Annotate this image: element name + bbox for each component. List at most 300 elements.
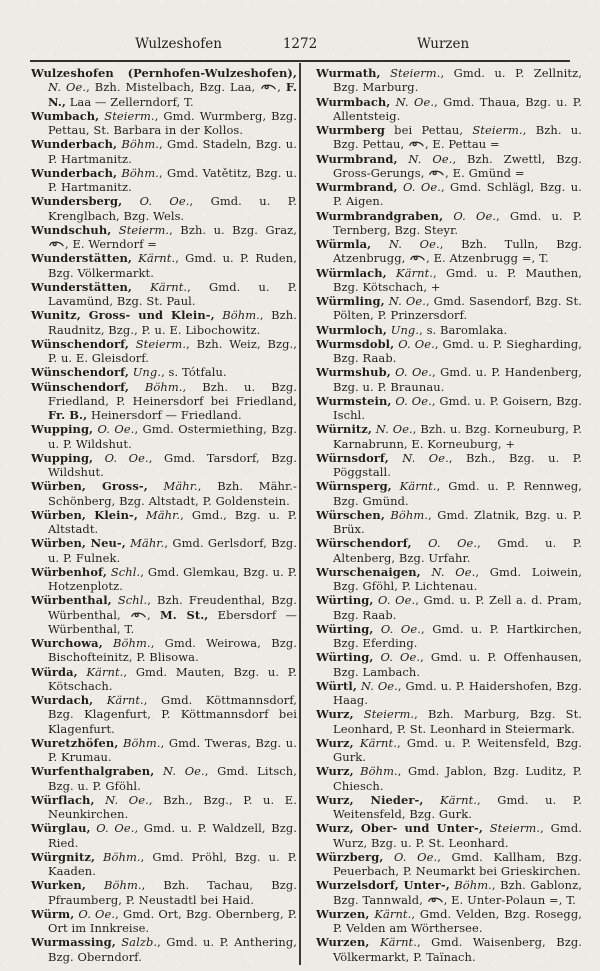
entry	[31, 565, 297, 594]
entry-text: , Gmd. u. P. Ruden, Bzg. Völkermarkt.	[48, 251, 297, 280]
entry-text: , Bzh. Tulln, Bzg. Atzenbrugg,	[333, 237, 582, 266]
entry	[31, 850, 297, 879]
entry-name: Würting,	[316, 593, 374, 608]
entry-name: Wunitz, Gross- und Klein-,	[31, 308, 215, 323]
province-abbr: Steierm.	[472, 123, 523, 137]
entry	[316, 793, 582, 822]
entry-text: , Gmd. u. P. Rennweg, Bzg. Gmünd.	[333, 479, 582, 508]
entry-text: , Gmd. Ort, Bzg. Obernberg, P. Ort im Innkreise.	[48, 906, 297, 935]
entry	[316, 66, 582, 95]
entry	[31, 337, 297, 366]
entry	[316, 707, 582, 736]
entry-text	[423, 793, 440, 807]
entry-text: , Bzh. Gablonz, Bzg. Tannwald,	[333, 878, 582, 907]
province-abbr: Böhm.	[122, 735, 161, 750]
entry-text: , Gmd. Wurz, Bzg. u. P. St. Leonhard.	[333, 821, 582, 850]
province-abbr: Böhm.	[454, 878, 492, 893]
running-head-left: Wulzeshofen	[135, 36, 222, 52]
entry-text	[132, 280, 150, 294]
entry-text: , Bzh., Bzg., P. u. E. Neunkirchen.	[48, 792, 297, 821]
entry	[31, 907, 297, 936]
entry-name: Wurmshub,	[316, 365, 391, 380]
entry	[31, 693, 297, 736]
entry-text: , Bzh., Bzg. u. P. Pöggstall.	[333, 450, 582, 479]
entry-text	[138, 508, 146, 522]
entry-name: Wurzelsdorf, Unter-,	[316, 878, 450, 893]
entry-name: Würschen,	[316, 507, 385, 522]
entry	[31, 935, 297, 964]
entry-text: , Gmd. Schlägl, Bzg. u. P. Aigen.	[333, 180, 582, 209]
province-abbr: Steierm.	[118, 222, 170, 237]
entry-name: Würtl,	[316, 678, 357, 693]
entry-text: , Bzh. u. Bzg. Pettau,	[333, 123, 582, 152]
province-abbr: Mähr.	[130, 536, 165, 551]
column-right	[316, 66, 582, 967]
entry-text: , Gmd. u. P. Altenberg, Bzg. Urfahr.	[333, 536, 582, 565]
entry-name: Wuretzhöfen,	[31, 735, 119, 750]
entry-text	[370, 935, 380, 949]
entry-text: , Gmd. u. P. Weitensfeld, Bzg. Gurk.	[333, 792, 582, 821]
entry-name: Wundschuh,	[31, 222, 112, 237]
province-abbr: N. Oe.	[402, 450, 449, 465]
entry-text	[154, 764, 163, 778]
province-abbr: N. Oe.	[162, 764, 205, 779]
entry-name: Würbenthal,	[31, 593, 112, 608]
entry-name: Wunderbach,	[31, 165, 118, 180]
entry-text: , Bzh. u. Bzg. Graz,	[169, 222, 297, 237]
entry	[316, 323, 582, 337]
entry-text: , Gmd. Litsch, Bzg. u. P. Gföhl.	[48, 764, 297, 793]
entry-text: ,	[277, 80, 286, 95]
entry-text: , E. Unter-Polaun =, T.	[443, 892, 576, 907]
province-abbr: O. Oe.	[96, 821, 135, 836]
province-abbr: Kärnt.	[138, 251, 176, 266]
entry-name: Wupping,	[31, 450, 94, 465]
province-abbr: O. Oe.	[378, 593, 416, 608]
entry-text: , Gmd. Velden, Bzg. Rosegg, P. Velden am Wörthersee.	[333, 906, 582, 935]
entry-text: , Gmd. Kallham, Bzg. Peuerbach, P. Neumarkt bei Grieskirchen.	[333, 849, 582, 878]
province-abbr: Kärnt.	[399, 479, 437, 494]
entry	[31, 166, 297, 195]
entry	[31, 593, 297, 636]
entry-text	[412, 536, 428, 550]
entry-text: Heinersdorf — Friedland.	[87, 408, 242, 422]
entry	[31, 821, 297, 850]
page-number: 1272	[282, 36, 318, 52]
entry-text: , Gmd. Glemkau, Bzg. u. P. Hotzenplotz.	[48, 564, 297, 593]
entry	[316, 365, 582, 394]
province-abbr: Kärnt.	[439, 792, 477, 807]
entry-text	[387, 266, 396, 280]
province-abbr: Ung.	[132, 365, 162, 380]
entry	[31, 508, 297, 537]
entry-name: Würzberg,	[316, 849, 384, 864]
post-horn-icon	[261, 80, 276, 94]
entry	[31, 251, 297, 280]
entry	[31, 109, 297, 138]
entry-name: Wurmstein,	[316, 393, 392, 408]
entry	[31, 308, 297, 337]
entry-text: , Gmd. Stadeln, Bzg. u. P. Hartmanitz.	[48, 137, 297, 166]
province-abbr: N. Oe.	[388, 294, 426, 308]
entry-name: Würda,	[31, 664, 78, 679]
entry-text: bei Pettau,	[384, 123, 473, 137]
entry	[316, 180, 582, 209]
entry	[31, 451, 297, 480]
entry-text	[371, 237, 389, 251]
entry-text: , Gmd. Loiwein, Bzg. Gföhl, P. Lichtenau.	[333, 564, 582, 593]
province-abbr: O. Oe.	[139, 194, 190, 209]
entry	[316, 209, 582, 238]
entry-text	[122, 194, 139, 208]
entry-text: , Bzh. Freudenthal, Bzg. Würbenthal,	[48, 593, 297, 622]
entry	[316, 237, 582, 266]
entry-text: , Gmd. Sasendorf, Bzg. St. Pölten, P. Prinzersdorf.	[333, 294, 582, 323]
entry	[31, 422, 297, 451]
entry	[316, 123, 582, 152]
entry-text: , Bzh. Zwettl, Bzg. Gross-Gerungs,	[333, 151, 582, 180]
post-horn-icon	[429, 166, 444, 180]
entry-text: , Bzh. Tachau, Bzg. Pfraumberg, P. Neustadtl bei Haid.	[48, 878, 297, 907]
entry-text: , Gmd. Wurmberg, Bzg. Pettau, St. Barbara in der Kollos.	[48, 108, 297, 137]
entry-name: Würbenhof,	[31, 564, 107, 579]
entry-name: Wurmassing,	[31, 935, 116, 950]
entry-name: Wurz, Nieder-,	[316, 792, 424, 807]
entry-text	[93, 693, 107, 707]
entry-name: Wurz, Ober- und Unter-,	[316, 821, 483, 836]
entry-text: , Gmd. u. P. Haidershofen, Bzg. Haag.	[333, 678, 582, 707]
entry-name: Wundersberg,	[31, 194, 123, 209]
province-abbr: Mähr.	[145, 507, 181, 522]
entry-name: Würgnitz,	[31, 849, 96, 864]
province-abbr: Kärnt.	[359, 735, 397, 750]
entry-text: , Gmd. u. P. Offenhausen, Bzg. Lambach.	[333, 650, 582, 679]
province-abbr: Böhm.	[121, 165, 160, 180]
province-abbr: O. Oe.	[78, 906, 116, 921]
province-abbr: O. Oe.	[380, 621, 422, 636]
post-horn-icon	[409, 137, 424, 151]
entry-text: , Gmd. u. P. Goisern, Bzg. Ischl.	[333, 393, 582, 422]
entry-text: , Gmd. Zlatnik, Bzg. u. P. Brüx.	[333, 507, 582, 536]
entry-name: Wurz,	[316, 707, 354, 722]
entry-text	[421, 565, 432, 579]
entry-bold-abbr: Fr. B.,	[48, 408, 88, 422]
entry	[316, 337, 582, 366]
province-abbr: O. Oe.	[398, 336, 435, 351]
entry	[316, 821, 582, 850]
entry-text: , Bzh. Weiz, Bzg., P. u. E. Gleisdorf.	[48, 336, 297, 365]
entry-name: Wurmbach,	[316, 94, 391, 109]
entry-text: , E. Werndorf =	[65, 237, 157, 251]
entry	[31, 66, 297, 109]
entry-text: , Gmd. Weirowa, Bzg. Bischofteinitz, P. Blisowa.	[48, 636, 297, 665]
province-abbr: Schl.	[110, 564, 141, 579]
province-abbr: O. Oe.	[380, 650, 421, 665]
entry-text	[483, 821, 490, 835]
entry-text: , Gmd. Jablon, Bzg. Luditz, P. Chiesch.	[333, 764, 582, 793]
entry-name: Wurz,	[316, 735, 354, 750]
province-abbr: Böhm.	[222, 308, 260, 323]
entry-text: , Gmd. Tweras, Bzg. u. P. Krumau.	[48, 735, 297, 764]
province-abbr: Steierm.	[390, 66, 441, 80]
entry-name: Würflach,	[31, 792, 95, 807]
province-abbr: Böhm.	[121, 137, 160, 152]
entry-name: Wünschendorf,	[31, 365, 129, 380]
post-horn-icon	[410, 251, 425, 265]
province-abbr: Steierm.	[489, 821, 541, 836]
entry-text	[354, 707, 364, 721]
entry-text	[129, 337, 136, 351]
entry	[316, 422, 582, 451]
entry	[316, 294, 582, 323]
province-abbr: O. Oe.	[395, 393, 432, 408]
entry-text: , s. Tótfalu.	[161, 365, 227, 380]
province-abbr: N. Oe.	[360, 678, 398, 693]
province-abbr: Böhm.	[103, 878, 142, 893]
entry-name: Wurmloch,	[316, 322, 387, 337]
entry-name: Wulzeshofen (Pernhofen-Wulzeshofen),	[31, 66, 297, 80]
entry	[316, 622, 582, 651]
entry-name: Würm,	[31, 906, 75, 921]
entry	[316, 565, 582, 594]
province-abbr: Steierm.	[135, 336, 187, 351]
province-abbr: Kärnt.	[396, 265, 434, 280]
post-horn-icon	[428, 893, 443, 907]
entry	[31, 479, 297, 508]
entry-name: Wurken,	[31, 878, 86, 893]
entry-text	[381, 66, 390, 80]
province-abbr: Steierm.	[363, 707, 415, 722]
entry	[316, 850, 582, 879]
entry	[31, 365, 297, 379]
province-abbr: N. Oe.	[375, 422, 413, 437]
entry-text: , Gmd. Pröhl, Bzg. u. P. Kaaden.	[48, 849, 297, 878]
entry	[31, 223, 297, 252]
entry-text: , Gmd. Gerlsdorf, Bzg. u. P. Fulnek.	[48, 536, 297, 565]
province-abbr: Ung.	[390, 322, 420, 337]
entry	[316, 679, 582, 708]
entry-name: Wurmbrand,	[316, 151, 398, 166]
entry-text	[398, 152, 409, 166]
entry-text	[392, 479, 400, 493]
entry-name: Würben, Klein-,	[31, 507, 138, 522]
entry-text: Laa — Zellerndorf, T.	[66, 94, 194, 109]
entry-text: , Gmd. Thaua, Bzg. u. P. Allentsteig.	[333, 94, 582, 123]
entry-text	[129, 380, 145, 394]
entry	[316, 394, 582, 423]
entry-text: , Gmd. Tarsdorf, Bzg. Wildshut.	[48, 450, 297, 479]
entry	[31, 137, 297, 166]
entry-text	[95, 793, 106, 807]
province-abbr: N. Oe.	[105, 792, 149, 807]
entry-name: Würmla,	[316, 237, 372, 251]
entry-name: Wurfenthalgraben,	[31, 764, 155, 779]
entry	[316, 593, 582, 622]
entry-text: , E. Atzenbrugg =, T.	[426, 251, 549, 266]
entry-text: , Gmd. Vatětitz, Bzg. u. P. Hartmanitz.	[48, 165, 297, 194]
entry-name: Wunderstätten,	[31, 251, 132, 266]
entry-text: , Gmd. u. P. Waldzell, Bzg. Ried.	[48, 821, 297, 850]
entry	[31, 878, 297, 907]
entry-name: Wurzen,	[316, 935, 370, 950]
province-abbr: O. Oe.	[97, 422, 135, 437]
entry-name: Wupping,	[31, 422, 94, 437]
entry	[316, 907, 582, 936]
entry	[31, 793, 297, 822]
entry-text: , Gmd. u. P. Weitensfeld, Bzg. Gurk.	[333, 735, 582, 764]
entry	[31, 736, 297, 765]
entry-text: , Gmd. u. P. Zell a. d. Pram, Bzg. Raab.	[333, 593, 582, 622]
entry-name: Würglau,	[31, 821, 91, 836]
entry-name: Würting,	[316, 650, 374, 665]
entry-name: Würnsperg,	[316, 479, 392, 494]
entry-text: , Gmd. u. P. Mauthen, Bzg. Kötschach, +	[333, 265, 582, 294]
entry-text: , Gmd. u. P. Hartkirchen, Bzg. Eferding.	[333, 621, 582, 650]
entry-text	[383, 850, 394, 864]
entry-text: , Gmd. u. P. Handenberg, Bzg. u. P. Braunau.	[333, 365, 582, 394]
entry	[316, 764, 582, 793]
entry	[316, 152, 582, 181]
province-abbr: Schl.	[117, 593, 148, 608]
entry-text: , Gmd. Mauten, Bzg. u. P. Kötschach.	[48, 664, 297, 693]
entry-text: , E. Pettau =	[424, 137, 500, 152]
province-abbr: Böhm.	[144, 379, 183, 394]
province-abbr: O. Oe.	[395, 365, 433, 380]
entry-name: Wurz,	[316, 764, 354, 779]
entry-text	[443, 209, 453, 223]
entry-text	[111, 223, 118, 237]
entry	[316, 878, 582, 907]
entry-text: , Bzh. Raudnitz, Bzg., P. u. E. Libochowitz.	[48, 308, 297, 337]
entry	[316, 95, 582, 124]
province-abbr: N. Oe.	[408, 151, 453, 166]
entry-text: , Bzh. Marburg, Bzg. St. Leonhard, P. St. Leonhard in Steiermark.	[333, 707, 582, 736]
running-head-right: Wurzen	[416, 36, 470, 52]
entry-text: , Gmd. u. P. Ternberg, Bzg. Steyr.	[333, 208, 582, 237]
entry-text: , s. Baromlaka.	[419, 322, 508, 337]
province-abbr: N. Oe.	[48, 80, 87, 95]
entry-name: Würnsdorf,	[316, 450, 389, 465]
entry-text: , Bzh. Mistelbach, Bzg. Laa,	[86, 80, 261, 95]
entry-text	[86, 878, 104, 892]
province-abbr: Böhm.	[113, 636, 151, 650]
entry-name: Würben, Gross-,	[31, 479, 148, 494]
entry-text: , Gmd. u. P. Siegharding, Bzg. Raab.	[333, 336, 582, 365]
entry-name: Wurmath,	[316, 66, 381, 80]
province-abbr: O. Oe.	[428, 536, 478, 551]
province-abbr: N. Oe.	[388, 237, 440, 251]
entry-name: Wurdach,	[31, 693, 94, 707]
entry	[316, 508, 582, 537]
entry-name: Würmling,	[316, 294, 385, 308]
entry-name: Wurzen,	[316, 906, 370, 921]
entry-name: Wunderstätten,	[31, 279, 132, 294]
entry-name: Würben, Neu-,	[31, 536, 126, 551]
entry-bold-abbr: F. N.,	[48, 80, 297, 109]
province-abbr: N. Oe.	[431, 564, 476, 579]
entry-text: , Gmd. u. P. Krenglbach, Bzg. Wels.	[48, 194, 297, 223]
entry	[31, 636, 297, 665]
post-horn-icon	[131, 608, 146, 622]
entry	[31, 665, 297, 694]
entry-text	[148, 479, 164, 493]
province-abbr: Böhm.	[103, 849, 141, 864]
entry-text: , Gmd. Ostermiething, Bzg. u. P. Wildshut.	[48, 422, 297, 451]
entry	[316, 536, 582, 565]
entry-text	[95, 850, 103, 864]
entry	[31, 536, 297, 565]
province-abbr: Mähr.	[163, 479, 198, 494]
entry-name: Wünschendorf,	[31, 336, 129, 351]
entry-bold-abbr: M. St.,	[160, 607, 209, 622]
entry-text: , E. Gmünd =	[445, 165, 525, 180]
province-abbr: Kärnt.	[86, 664, 124, 679]
entry	[316, 650, 582, 679]
entry-text: , Bzh. u. Bzg. Korneuburg, P. Karnabrunn, E. Korneuburg, +	[333, 422, 582, 451]
entry	[316, 935, 582, 964]
entry-name: Wurmbrandgraben,	[316, 208, 444, 223]
entry-text	[373, 622, 380, 636]
province-abbr: O. Oe.	[104, 450, 149, 465]
entry	[31, 194, 297, 223]
entry	[31, 380, 297, 423]
entry-text: , Gmd. u. P. Anthering, Bzg. Oberndorf.	[48, 935, 297, 964]
entry-name: Wurchowa,	[31, 636, 103, 650]
entry-text: Ebersdorf — Würbenthal, T.	[48, 607, 297, 636]
post-horn-icon	[49, 237, 64, 251]
province-abbr: Kärnt.	[106, 693, 144, 707]
entry	[31, 764, 297, 793]
entry-text	[103, 636, 113, 650]
entry-name: Würting,	[316, 621, 374, 636]
province-abbr: O. Oe.	[453, 208, 497, 223]
province-abbr: Kärnt.	[374, 906, 412, 921]
entry-name: Wumbach,	[31, 108, 100, 123]
entry-text	[389, 451, 402, 465]
entry-name: Würmlach,	[316, 265, 387, 280]
entry	[316, 266, 582, 295]
entry-text: , Gmd. u. P. Zellnitz, Bzg. Marburg.	[333, 66, 582, 95]
column-left	[31, 66, 297, 967]
entry-name: Wunderbach,	[31, 137, 118, 152]
entry-name: Wünschendorf,	[31, 379, 129, 394]
column-divider	[299, 63, 301, 965]
entry-name: Wurmberg	[316, 123, 385, 137]
province-abbr: Salzb.	[121, 935, 158, 950]
entry-text: , Gmd., Bzg. u. P. Altstadt.	[48, 507, 297, 536]
province-abbr: Böhm.	[360, 764, 398, 779]
entry-text: , Bzh. Mähr.-Schönberg, Bzg. Altstadt, P. Goldenstein.	[48, 479, 297, 508]
province-abbr: Steierm.	[104, 108, 155, 123]
province-abbr: Böhm.	[390, 507, 429, 522]
entry	[31, 280, 297, 309]
province-abbr: O. Oe.	[402, 180, 441, 194]
entry-text: , Bzh. u. Bzg. Friedland, P. Heinersdorf bei Friedland,	[48, 379, 297, 408]
entry	[316, 479, 582, 508]
entry-name: Würschendorf,	[316, 536, 412, 551]
province-abbr: O. Oe.	[394, 849, 438, 864]
entry-name: Wurschenaigen,	[316, 564, 421, 579]
entry-text: , Gmd. Köttmannsdorf, Bzg. Klagenfurt, P. Köttmannsdorf bei Klagenfurt.	[48, 693, 297, 736]
province-abbr: Kärnt.	[379, 935, 417, 950]
entry-text: ,	[147, 607, 161, 622]
province-abbr: N. Oe.	[395, 94, 435, 109]
entry-text: , Gmd. Waisenberg, Bzg. Völkermarkt, P. Taïnach.	[333, 935, 582, 964]
entry-name: Wurmsdobl,	[316, 336, 395, 351]
entry-text	[93, 451, 104, 465]
entry-text: , Gmd. u. P. Lavamünd, Bzg. St. Paul.	[48, 279, 297, 308]
entry	[316, 451, 582, 480]
